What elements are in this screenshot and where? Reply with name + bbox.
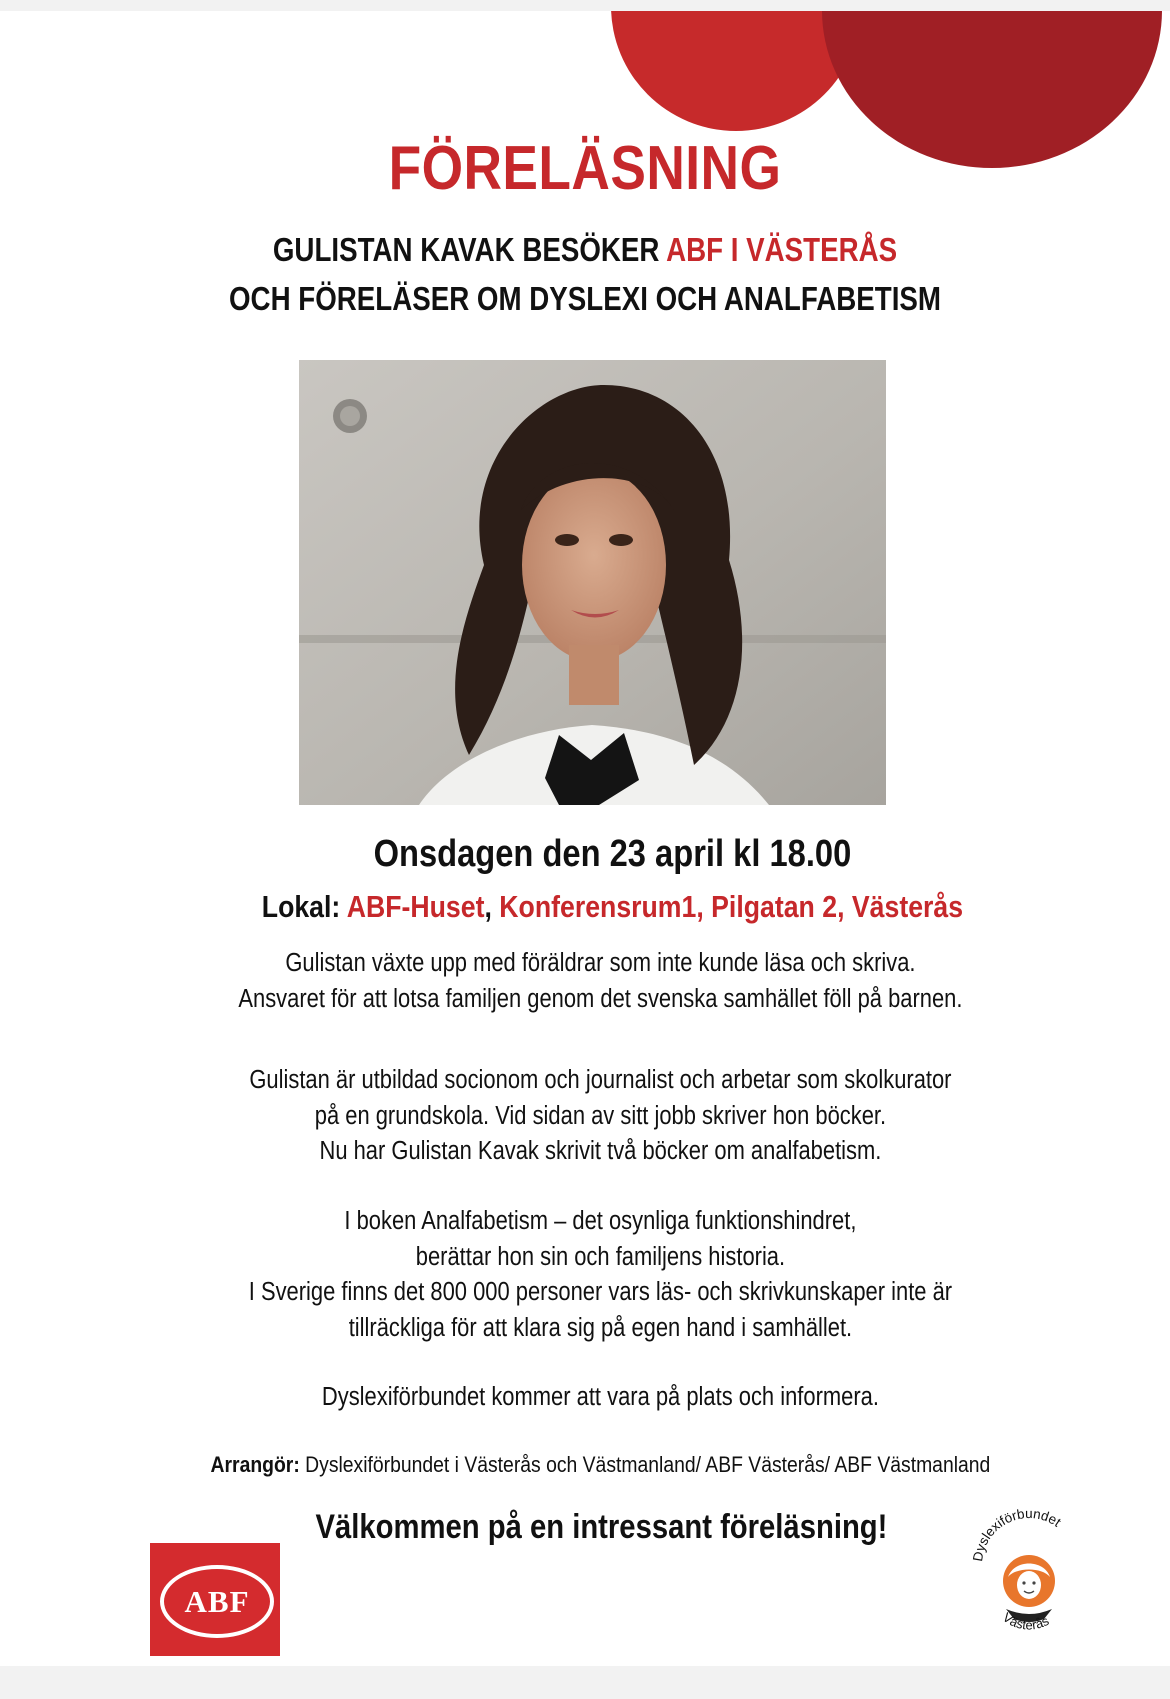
paragraph-line: Nu har Gulistan Kavak skrivit två böcker om analfabetism. — [319, 1137, 882, 1165]
speaker-photo — [299, 360, 886, 805]
paragraph-profession — [84, 1063, 1117, 1170]
paragraph-book — [84, 1204, 1117, 1346]
subtitle-speaker: GULISTAN KAVAK BESÖKER — [272, 231, 667, 268]
paragraph-line: på en grundskola. Vid sidan av sitt jobb skriver hon böcker. — [314, 1101, 887, 1130]
event-venue — [86, 889, 1140, 925]
venue-address: Konferensrum1, Pilgatan 2, Västerås — [499, 889, 964, 924]
abf-logo-text: ABF — [184, 1583, 250, 1619]
poster-title: FÖRELÄSNING — [388, 134, 782, 203]
dyslexiforbundet-logo — [964, 1499, 1094, 1649]
paragraph-information — [84, 1380, 1117, 1416]
logo-bottom-text: Västerås — [999, 1609, 1052, 1633]
paragraph-line: I boken Analfabetism – det osynliga funktionshindret, — [344, 1207, 857, 1235]
event-date: Onsdagen den 23 april kl 18.00 — [373, 833, 852, 875]
paragraph-line: I Sverige finns det 800 000 personer vars läs- och skrivkunskaper inte är — [248, 1278, 953, 1306]
venue-comma: , — [484, 889, 492, 924]
subtitle-line-1 — [94, 231, 1077, 269]
paragraph-background — [84, 946, 1117, 1017]
organizer-line — [84, 1452, 1117, 1478]
organizer-label: Arrangör: — [210, 1452, 300, 1477]
paragraph-line: Gulistan växte upp med föräldrar som inte kunde läsa och skriva. — [285, 949, 916, 977]
event-poster — [0, 11, 1170, 1666]
paragraph-line: Dyslexiförbundet kommer att vara på plats och informera. — [321, 1383, 879, 1411]
subtitle-organization: ABF I VÄSTERÅS — [666, 231, 898, 268]
paragraph-line: Gulistan är utbildad socionom och journalist och arbetar som skolkurator — [249, 1066, 952, 1094]
venue-place: ABF-Huset — [346, 889, 485, 924]
abf-logo-oval — [160, 1565, 274, 1638]
welcome-message: Välkommen på en intressant föreläsning! — [315, 1508, 888, 1546]
organizer-text: Dyslexiförbundet i Västerås och Västmanland/ ABF Västerås/ ABF Västmanland — [299, 1452, 991, 1477]
subtitle-line-2: OCH FÖRELÄSER OM DYSLEXI OCH ANALFABETISM — [228, 280, 942, 317]
paragraph-line: tillräckliga för att klara sig på egen hand i samhället. — [348, 1313, 853, 1342]
paragraph-line: Ansvaret för att lotsa familjen genom det svenska samhället föll på barnen. — [238, 984, 963, 1013]
venue-label: Lokal: — [261, 889, 341, 924]
logo-top-text: Dyslexiförbundet — [970, 1505, 1064, 1563]
abf-logo — [150, 1543, 280, 1656]
paragraph-line: berättar hon sin och familjens historia. — [415, 1242, 786, 1271]
